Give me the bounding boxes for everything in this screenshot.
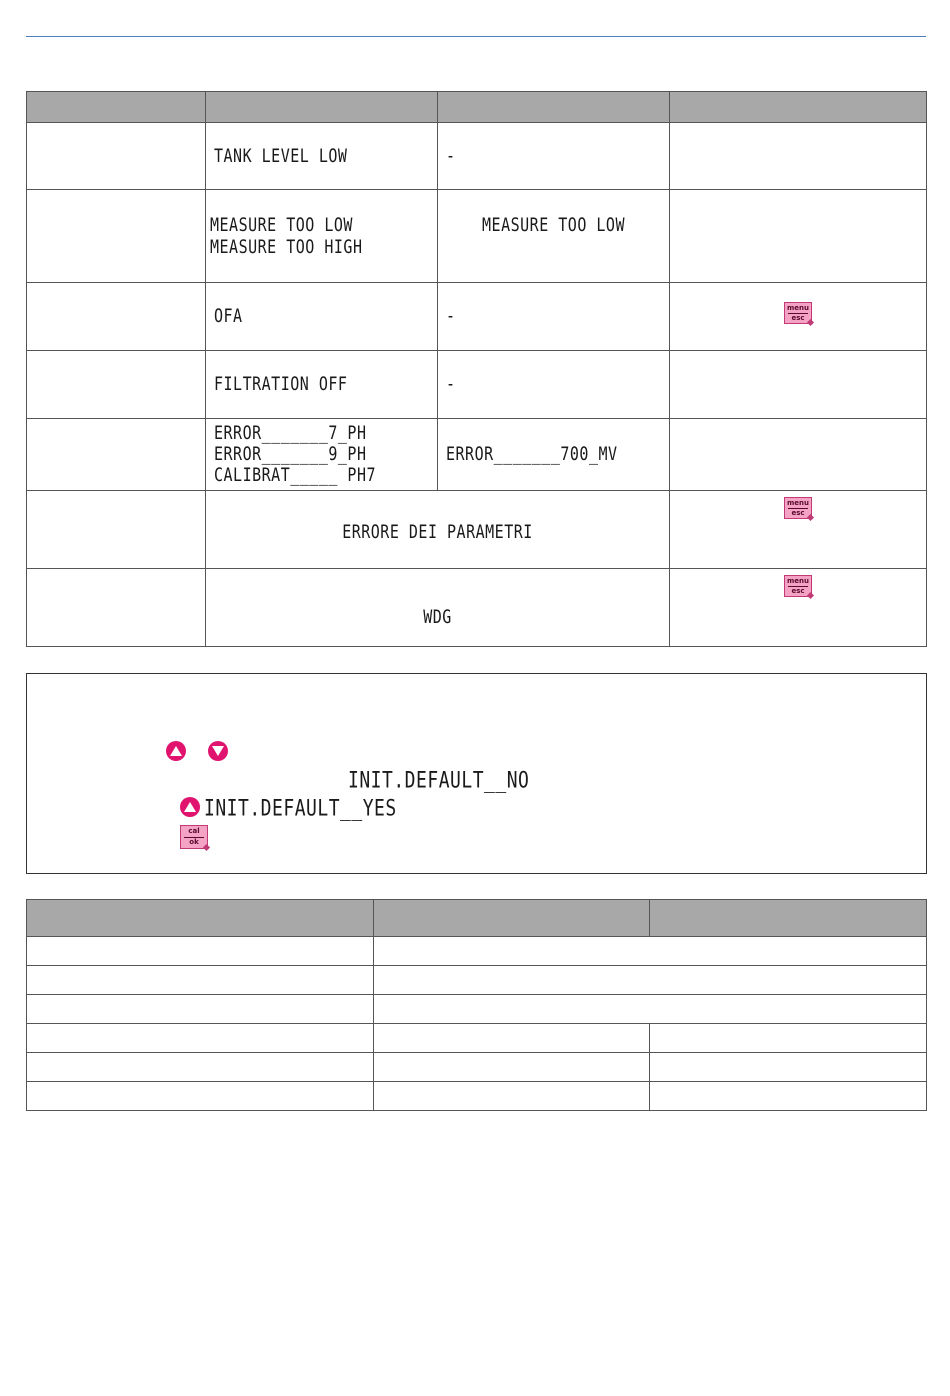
table-row bbox=[27, 1024, 927, 1053]
lcd-default-yes: INIT.DEFAULT__YES bbox=[204, 795, 397, 822]
table-row bbox=[27, 937, 927, 966]
display-cell bbox=[206, 190, 438, 283]
merged-display-cell bbox=[206, 569, 670, 647]
alarm-table-header bbox=[27, 92, 927, 123]
table-cell bbox=[27, 123, 206, 190]
table-cell bbox=[27, 283, 206, 351]
lcd-text: CALIBRAT_____ PH7 bbox=[214, 463, 377, 487]
lcd-text: MEASURE TOO LOW bbox=[482, 213, 625, 237]
lcd-text: ERRORE DEI PARAMETRI bbox=[342, 520, 533, 544]
table-cell bbox=[374, 1053, 650, 1082]
merged-display-cell bbox=[206, 491, 670, 569]
lcd-default-no: INIT.DEFAULT__NO bbox=[348, 767, 530, 794]
lcd-text: WDG bbox=[423, 605, 452, 629]
table-row bbox=[27, 1082, 927, 1111]
secondary-cell bbox=[438, 419, 670, 491]
table-row bbox=[27, 491, 927, 569]
table-cell bbox=[27, 569, 206, 647]
menu-esc-key-icon: menu esc bbox=[784, 302, 812, 324]
header-cell bbox=[206, 92, 438, 123]
lcd-text: OFA bbox=[214, 304, 243, 328]
cal-ok-key-icon: cal ok bbox=[180, 825, 208, 849]
up-arrow-icon bbox=[166, 741, 186, 761]
table-cell bbox=[27, 419, 206, 491]
top-rule bbox=[26, 36, 926, 37]
key-cell bbox=[670, 569, 927, 647]
table-row bbox=[27, 190, 927, 283]
header-cell bbox=[27, 900, 374, 937]
table-cell bbox=[374, 966, 927, 995]
header-cell bbox=[670, 92, 927, 123]
table-cell bbox=[374, 995, 927, 1024]
display-cell bbox=[206, 351, 438, 419]
table-cell bbox=[27, 351, 206, 419]
header-cell bbox=[438, 92, 670, 123]
table-cell bbox=[670, 351, 927, 419]
lcd-text: ERROR_______9_PH bbox=[214, 442, 367, 466]
display-cell bbox=[206, 419, 438, 491]
lcd-text: MEASURE TOO LOW bbox=[210, 213, 353, 236]
down-arrow-icon bbox=[208, 741, 228, 761]
table-row bbox=[27, 419, 927, 491]
display-cell bbox=[206, 123, 438, 190]
header-cell bbox=[650, 900, 927, 937]
lcd-text: MEASURE TOO HIGH bbox=[210, 235, 363, 258]
table-cell bbox=[650, 1053, 927, 1082]
lcd-text: - bbox=[446, 144, 456, 167]
table-row bbox=[27, 1053, 927, 1082]
table-cell bbox=[27, 937, 374, 966]
table-row bbox=[27, 351, 927, 419]
table-row bbox=[27, 966, 927, 995]
menu-esc-key-icon: menu esc bbox=[784, 575, 812, 597]
table-cell bbox=[374, 937, 927, 966]
table-cell bbox=[27, 1024, 374, 1053]
secondary-cell bbox=[438, 123, 670, 190]
table-cell bbox=[374, 1024, 650, 1053]
table-cell bbox=[27, 995, 374, 1024]
table-cell bbox=[374, 1082, 650, 1111]
table-cell bbox=[27, 1082, 374, 1111]
table-cell bbox=[670, 419, 927, 491]
secondary-cell bbox=[438, 283, 670, 351]
key-cell bbox=[670, 283, 927, 351]
lcd-text: ERROR_______700_MV bbox=[446, 442, 618, 466]
secondary-cell bbox=[438, 351, 670, 419]
header-cell bbox=[374, 900, 650, 937]
table-cell bbox=[650, 1082, 927, 1111]
key-cell bbox=[670, 491, 927, 569]
header-cell bbox=[27, 92, 206, 123]
table-row bbox=[27, 123, 927, 190]
display-cell bbox=[206, 283, 438, 351]
table-cell bbox=[27, 491, 206, 569]
table-cell bbox=[27, 1053, 374, 1082]
secondary-cell bbox=[438, 190, 670, 283]
lcd-text: - bbox=[446, 304, 456, 328]
factory-reset-box bbox=[26, 673, 927, 874]
table-row bbox=[27, 283, 927, 351]
table-row bbox=[27, 569, 927, 647]
table-cell bbox=[27, 966, 374, 995]
settings-table-header bbox=[27, 900, 927, 937]
alarm-table bbox=[26, 91, 927, 647]
table-cell bbox=[27, 190, 206, 283]
up-arrow-icon bbox=[180, 797, 200, 817]
settings-table bbox=[26, 899, 927, 1111]
lcd-text: FILTRATION OFF bbox=[214, 372, 348, 396]
table-cell bbox=[650, 1024, 927, 1053]
table-cell bbox=[670, 123, 927, 190]
menu-esc-key-icon: menu esc bbox=[784, 497, 812, 519]
table-row bbox=[27, 995, 927, 1024]
lcd-text: - bbox=[446, 372, 456, 396]
table-cell bbox=[670, 190, 927, 283]
lcd-text: TANK LEVEL LOW bbox=[214, 144, 348, 167]
lcd-text: ERROR_______7_PH bbox=[214, 421, 367, 445]
